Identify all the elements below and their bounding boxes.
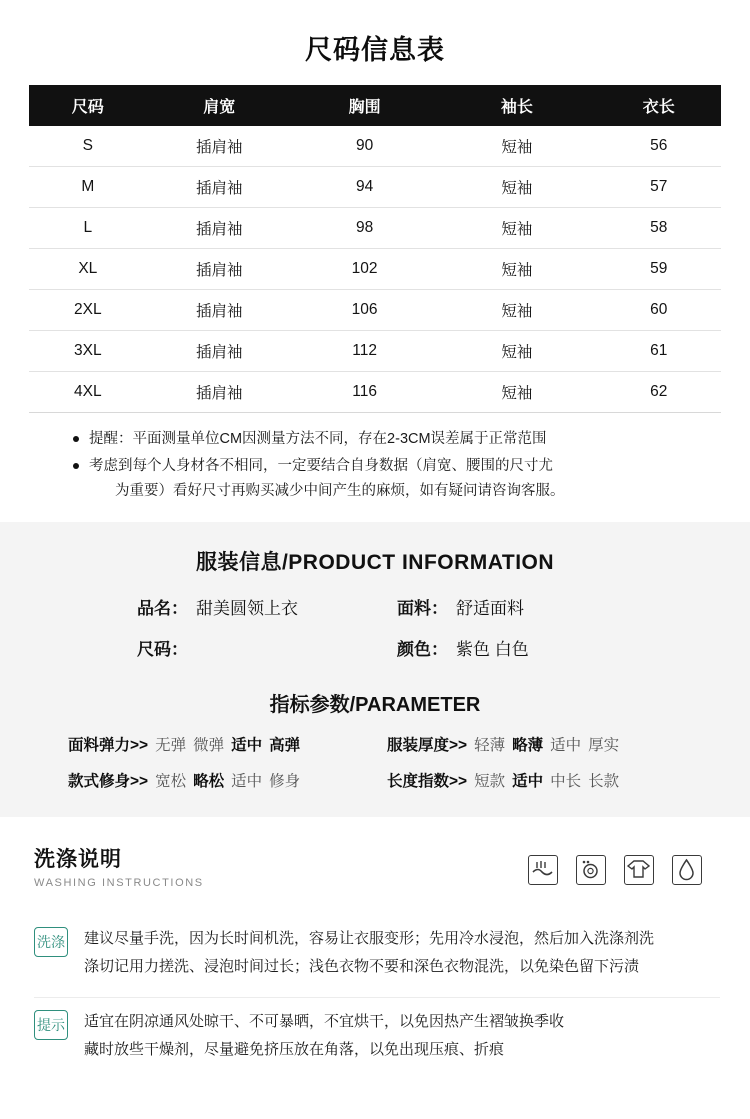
parameter-label: 长度指数>> [387,773,468,790]
parameter-option: 高弹 [269,737,301,754]
cell-sleeve: 短袖 [437,208,596,249]
cell-size: L [29,208,147,249]
note-item [73,454,705,504]
cell-length: 56 [596,126,721,167]
cell-length: 57 [596,167,721,208]
parameter-option: 长款 [588,773,620,790]
note-item [73,427,705,452]
parameter-garment-thickness [375,733,700,755]
product-information-heading: 服装信息/PRODUCT INFORMATION [195,551,555,574]
washing-header [34,843,720,889]
cell-sleeve: 短袖 [437,372,596,413]
cell-bust: 90 [292,126,437,167]
note-text: 考虑到每个人身材各不相同，一定要结合自身数据（肩宽、腰围的尺寸尤 [89,458,553,474]
cell-size: 4XL [29,372,147,413]
cell-shoulder: 插肩袖 [147,249,292,290]
parameter-option: 中长 [550,773,582,790]
cell-sleeve: 短袖 [437,290,596,331]
field-value: 舒适面料 [456,599,524,618]
cell-length: 61 [596,331,721,372]
parameter-option: 无弹 [155,737,187,754]
column-header-size: 尺码 [29,85,147,126]
washing-instructions-section [0,817,750,1090]
cell-shoulder: 插肩袖 [147,167,292,208]
table-row [29,126,721,167]
parameter-option: 适中 [231,773,263,790]
cell-bust: 98 [292,208,437,249]
bullet-dot-icon [73,463,79,469]
page-title: 尺码信息表 [305,35,445,65]
table-header-row [29,85,721,126]
parameter-fit-style [50,769,375,791]
cell-size: M [29,167,147,208]
cell-size: 3XL [29,331,147,372]
field-color [375,635,675,660]
parameter-option-selected: 适中 [512,773,544,790]
parameter-option: 轻薄 [474,737,506,754]
washing-text [84,1008,564,1064]
cell-shoulder: 插肩袖 [147,372,292,413]
field-fabric [375,594,675,619]
field-size [75,635,375,660]
field-label: 品名： [137,599,188,618]
no-tumble-dry-icon [624,855,654,885]
cell-bust: 112 [292,331,437,372]
note-text-continued: 为重要）看好尺寸再购买减少中间产生的麻烦，如有疑问请咨询客服。 [115,483,565,499]
column-header-sleeve: 袖长 [437,85,596,126]
column-header-shoulder: 肩宽 [147,85,292,126]
parameter-option-selected: 略薄 [512,737,544,754]
parameter-option-selected: 适中 [231,737,263,754]
field-label: 尺码： [137,640,188,659]
washing-title-block [34,843,204,889]
do-not-bleach-icon [672,855,702,885]
cell-shoulder: 插肩袖 [147,126,292,167]
cell-shoulder: 插肩袖 [147,331,292,372]
cell-length: 59 [596,249,721,290]
field-product-name [75,594,375,619]
parameter-option: 短款 [474,773,506,790]
washing-row-wash [34,915,720,998]
parameter-option: 微弹 [193,737,225,754]
washing-tag: 洗涤 [34,927,68,957]
cell-length: 60 [596,290,721,331]
table-row [29,331,721,372]
parameter-heading: 指标参数/PARAMETER [269,694,481,716]
column-header-length: 衣长 [596,85,721,126]
washing-symbol-group [528,855,720,889]
cell-length: 58 [596,208,721,249]
parameter-option: 厚实 [588,737,620,754]
parameter-fabric-elasticity [50,733,375,755]
parameter-option: 适中 [550,737,582,754]
cell-shoulder: 插肩袖 [147,208,292,249]
cell-sleeve: 短袖 [437,126,596,167]
parameter-label: 服装厚度>> [387,737,468,754]
cell-length: 62 [596,372,721,413]
table-row [29,208,721,249]
field-value: 甜美圆领上衣 [196,599,298,618]
parameter-grid [50,733,700,791]
washing-subtitle: WASHING INSTRUCTIONS [34,877,204,889]
size-notes [45,427,705,504]
washing-row-tips [34,998,720,1080]
parameter-label: 面料弹力>> [68,737,149,754]
field-label: 面料： [397,599,448,618]
parameter-length-index [375,769,700,791]
parameter-option-selected: 略松 [193,773,225,790]
hand-wash-icon [528,855,558,885]
parameter-option: 修身 [269,773,301,790]
cell-bust: 106 [292,290,437,331]
cell-bust: 102 [292,249,437,290]
cell-bust: 116 [292,372,437,413]
table-row [29,167,721,208]
washing-text [84,925,654,981]
field-label: 颜色： [397,640,448,659]
washing-rows [34,915,720,1080]
cell-size: 2XL [29,290,147,331]
cell-size: XL [29,249,147,290]
note-text: 提醒：平面测量单位CM因测量方法不同，存在2-3CM误差属于正常范围 [89,431,547,447]
cell-bust: 94 [292,167,437,208]
cell-sleeve: 短袖 [437,331,596,372]
washing-text-line: 藏时放些干燥剂，尽量避免挤压放在角落，以免出现压痕、折痕 [84,1041,505,1058]
washing-text-line: 适宜在阴凉通风处晾干、不可暴晒，不宜烘干，以免因热产生褶皱换季收 [84,1013,565,1030]
table-row [29,290,721,331]
washing-text-line: 建议尽量手洗，因为长时间机洗，容易让衣服变形；先用冷水浸泡，然后加入洗涤剂洗 [84,930,655,947]
cell-sleeve: 短袖 [437,249,596,290]
parameter-option: 宽松 [155,773,187,790]
bullet-dot-icon [73,436,79,442]
cell-size: S [29,126,147,167]
column-header-bust: 胸围 [292,85,437,126]
cell-sleeve: 短袖 [437,167,596,208]
size-table [29,85,721,413]
product-information-fields [75,594,675,660]
cell-shoulder: 插肩袖 [147,290,292,331]
field-value: 紫色 白色 [456,640,529,659]
parameter-label: 款式修身>> [68,773,149,790]
washing-text-line: 涤切记用力搓洗、浸泡时间过长；浅色衣物不要和深色衣物混洗，以免染色留下污渍 [84,958,640,975]
table-row [29,372,721,413]
washing-tag: 提示 [34,1010,68,1040]
product-information-panel [0,522,750,817]
table-row [29,249,721,290]
machine-wash-icon [576,855,606,885]
washing-title: 洗涤说明 [34,848,122,871]
